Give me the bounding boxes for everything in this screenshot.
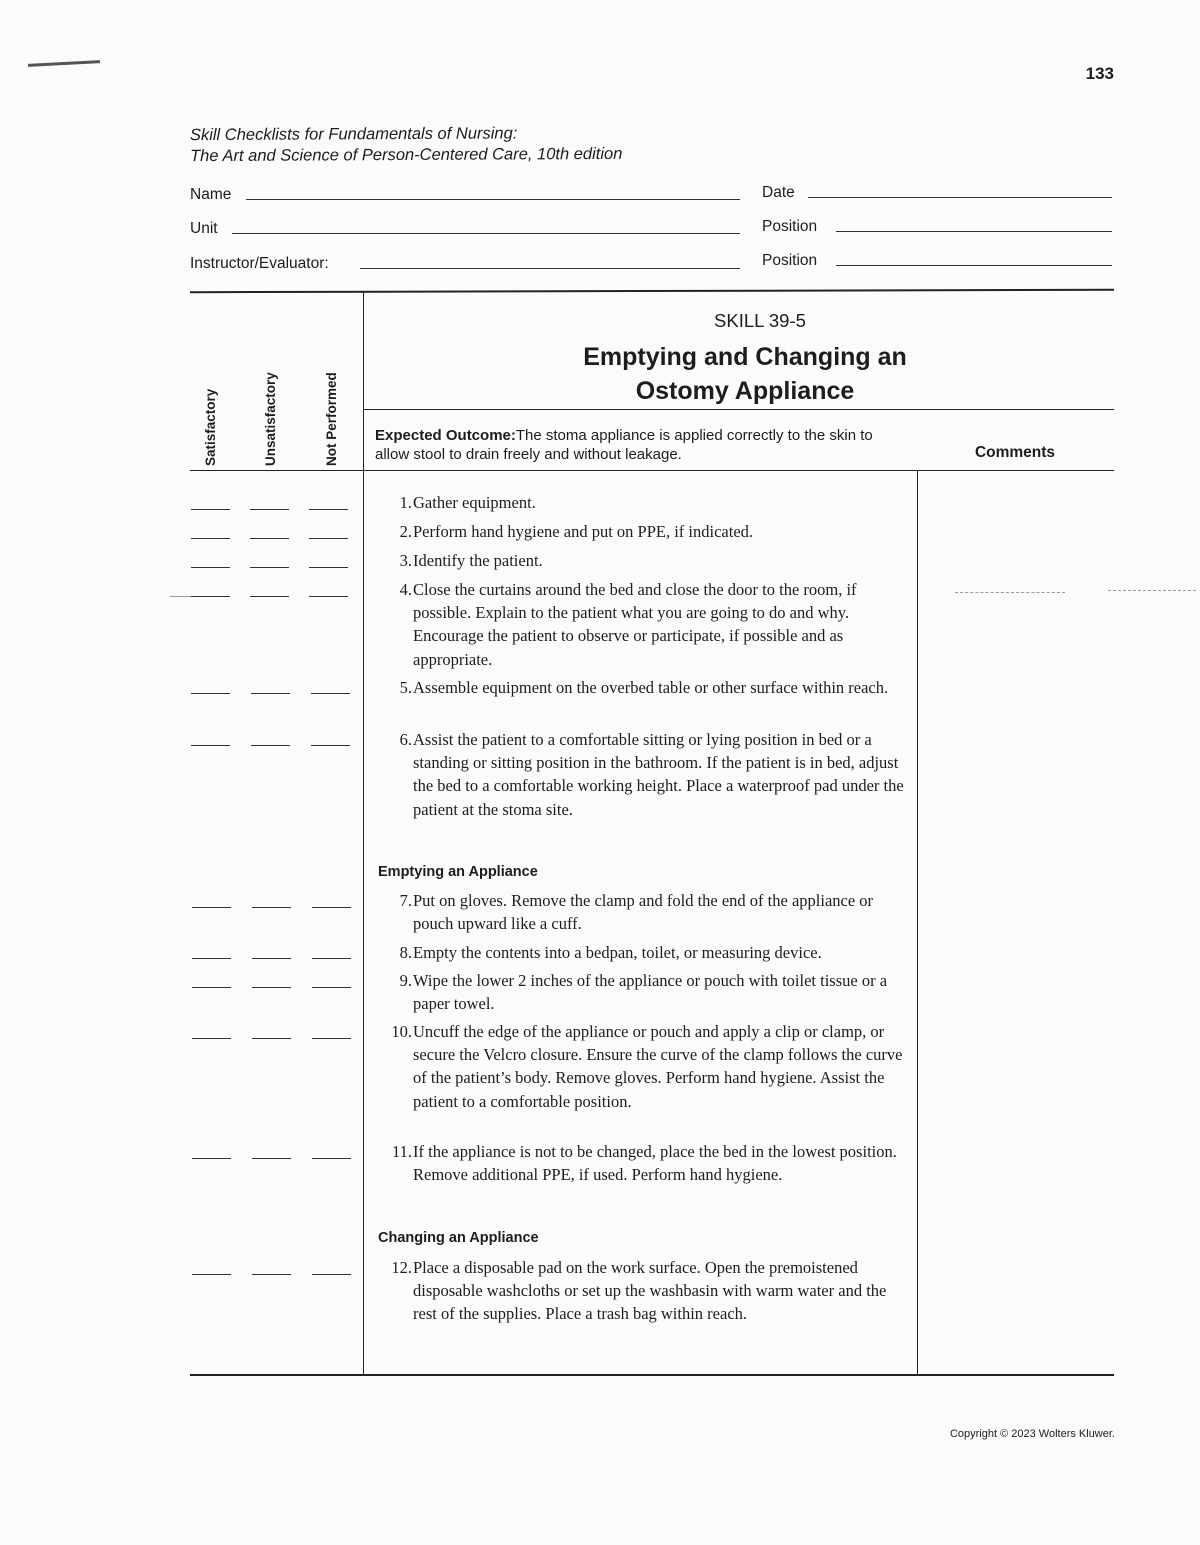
not-performed-blank[interactable] — [312, 958, 351, 959]
skill-number: SKILL 39-5 — [714, 310, 806, 331]
name-field[interactable] — [246, 199, 740, 200]
step-number: 7. — [399, 891, 412, 910]
unsatisfactory-blank[interactable] — [250, 538, 289, 539]
step-text: Close the curtains around the bed and close the door to the room, if possible. Explain to the patient what you are going to do and why. Encourage the patient to observe or participate, if possible and as appropriate. — [413, 580, 857, 669]
step-text: Identify the patient. — [413, 551, 543, 570]
position-label-2: Position — [762, 252, 818, 269]
not-performed-blank[interactable] — [309, 509, 348, 510]
satisfactory-blank[interactable] — [192, 987, 231, 988]
step-text: Perform hand hygiene and put on PPE, if indicated. — [413, 522, 754, 541]
step-text: Place a disposable pad on the work surface. Open the premoistened disposable washcloths or set up the washbasin with warm water and the rest of the supplies. Place a trash bag within reach. — [413, 1258, 887, 1324]
step-7 — [377, 889, 907, 934]
step-number: 6. — [399, 730, 412, 749]
instructor-field[interactable] — [360, 268, 740, 269]
step-number: 5. — [399, 678, 412, 697]
not-performed-blank[interactable] — [312, 907, 351, 908]
unsatisfactory-blank[interactable] — [251, 693, 290, 694]
step-number: 4. — [399, 580, 412, 599]
unit-label: Unit — [190, 220, 218, 237]
step-5 — [377, 676, 907, 699]
unsatisfactory-blank[interactable] — [250, 596, 289, 597]
step-number: 12. — [391, 1258, 412, 1277]
step-text: If the appliance is not to be changed, place the bed in the lowest position. Remove additional PPE, if used. Perform hand hygiene. — [413, 1142, 897, 1185]
step-9 — [377, 969, 907, 1014]
copyright: Copyright © 2023 Wolters Kluwer. — [949, 1428, 1115, 1440]
unsatisfactory-blank[interactable] — [252, 907, 291, 908]
unsatisfactory-blank[interactable] — [251, 745, 290, 746]
satisfactory-blank[interactable] — [191, 596, 230, 597]
not-performed-blank[interactable] — [312, 1158, 351, 1159]
step-number: 8. — [399, 943, 412, 962]
table-bottom-rule — [190, 1374, 1114, 1376]
satisfactory-blank[interactable] — [191, 693, 230, 694]
scan-mark — [28, 60, 100, 67]
scan-mark — [955, 592, 1065, 593]
not-performed-blank[interactable] — [311, 745, 350, 746]
expected-outcome-label: Expected Outcome: — [375, 427, 516, 444]
section-emptying-heading: Emptying an Appliance — [378, 864, 538, 880]
skill-title-line-1: Emptying and Changing an — [583, 343, 907, 371]
step-text: Assemble equipment on the overbed table or other surface within reach. — [413, 678, 889, 697]
step-8 — [377, 941, 907, 964]
position-field-1[interactable] — [836, 231, 1112, 232]
step-2 — [377, 520, 907, 543]
step-1 — [377, 491, 907, 514]
book-title — [190, 123, 623, 167]
name-label: Name — [190, 186, 232, 203]
step-text: Assist the patient to a comfortable sitting or lying position in bed or a standing or sitting position in the bathroom. If the patient is in bed, adjust the bed to a comfortable working height. Place a waterproof pad under the patient at the stoma site. — [413, 730, 904, 819]
step-number: 3. — [399, 551, 412, 570]
step-text: Uncuff the edge of the appliance or pouch and apply a clip or clamp, or secure the Velcro closure. Ensure the curve of the clamp follows the curve of the patient’s body. Remove gloves. Perform hand hygiene. Assist the patient to a comfortable position. — [413, 1022, 903, 1111]
unit-field[interactable] — [232, 233, 740, 234]
section-changing-heading: Changing an Appliance — [378, 1230, 539, 1246]
not-performed-blank[interactable] — [312, 1038, 351, 1039]
not-performed-blank[interactable] — [312, 987, 351, 988]
step-number: 9. — [399, 971, 412, 990]
not-performed-blank[interactable] — [311, 693, 350, 694]
step-11 — [377, 1140, 907, 1185]
position-label-1: Position — [762, 218, 818, 235]
unsatisfactory-blank[interactable] — [252, 1274, 291, 1275]
date-label: Date — [762, 184, 795, 201]
instructor-label: Instructor/Evaluator: — [190, 255, 329, 272]
not-performed-blank[interactable] — [309, 596, 348, 597]
satisfactory-blank[interactable] — [192, 1038, 231, 1039]
book-title-line-2: The Art and Science of Person-Centered Care, 10th edition — [190, 144, 623, 166]
satisfactory-blank[interactable] — [191, 567, 230, 568]
position-field-2[interactable] — [836, 265, 1112, 266]
skill-title — [500, 340, 990, 408]
unsatisfactory-header: Unsatisfactory — [263, 372, 278, 466]
step-number: 10. — [391, 1022, 412, 1041]
step-3 — [377, 549, 907, 572]
page-number: 133 — [1085, 64, 1114, 83]
step-text: Put on gloves. Remove the clamp and fold the end of the appliance or pouch upward like a cuff. — [413, 891, 874, 934]
satisfactory-blank[interactable] — [192, 907, 231, 908]
outcome-top-rule — [364, 409, 1114, 410]
satisfactory-blank[interactable] — [192, 1158, 231, 1159]
not-performed-blank[interactable] — [312, 1274, 351, 1275]
step-4 — [377, 578, 907, 669]
step-text: Empty the contents into a bedpan, toilet, or measuring device. — [413, 943, 822, 962]
expected-outcome-text: The stoma appliance is applied correctly to the skin to allow stool to drain freely and without leakage. — [375, 427, 873, 463]
comments-header: Comments — [974, 444, 1056, 461]
step-number: 11. — [391, 1142, 412, 1161]
satisfactory-blank[interactable] — [191, 745, 230, 746]
not-performed-header: Not Performed — [324, 372, 339, 466]
step-10 — [377, 1020, 907, 1111]
satisfactory-blank[interactable] — [192, 958, 231, 959]
unsatisfactory-blank[interactable] — [252, 1158, 291, 1159]
unsatisfactory-blank[interactable] — [250, 567, 289, 568]
step-6 — [377, 728, 907, 819]
unsatisfactory-blank[interactable] — [252, 958, 291, 959]
step-12 — [377, 1256, 907, 1324]
satisfactory-blank[interactable] — [191, 538, 230, 539]
satisfactory-header: Satisfactory — [203, 388, 218, 466]
header-bottom-rule — [190, 470, 1114, 471]
rating-column-divider — [363, 291, 364, 1375]
unsatisfactory-blank[interactable] — [250, 509, 289, 510]
book-title-line-1: Skill Checklists for Fundamentals of Nursing: — [189, 124, 518, 145]
step-text: Wipe the lower 2 inches of the appliance or pouch with toilet tissue or a paper towel. — [413, 971, 888, 1014]
satisfactory-blank[interactable] — [191, 509, 230, 510]
step-text: Gather equipment. — [413, 493, 536, 512]
satisfactory-blank[interactable] — [192, 1274, 231, 1275]
date-field[interactable] — [808, 197, 1112, 198]
skill-title-line-2: Ostomy Appliance — [635, 377, 855, 405]
comments-column-divider — [917, 471, 918, 1375]
not-performed-blank[interactable] — [309, 538, 348, 539]
step-number: 1. — [399, 493, 412, 512]
unsatisfactory-blank[interactable] — [252, 987, 291, 988]
step-number: 2. — [399, 522, 412, 541]
unsatisfactory-blank[interactable] — [252, 1038, 291, 1039]
not-performed-blank[interactable] — [309, 567, 348, 568]
scan-mark — [1108, 590, 1196, 591]
expected-outcome — [375, 426, 910, 464]
